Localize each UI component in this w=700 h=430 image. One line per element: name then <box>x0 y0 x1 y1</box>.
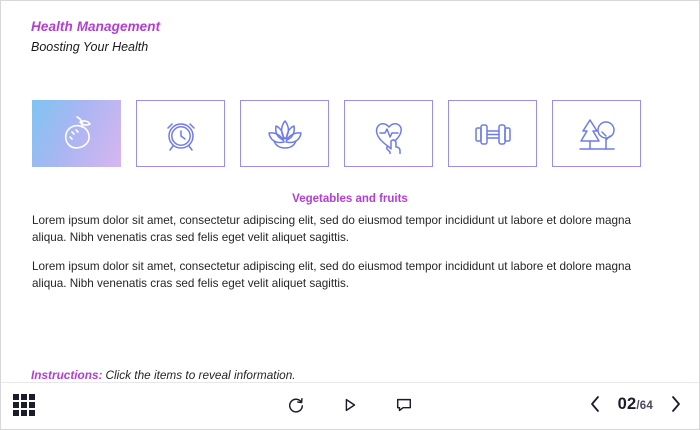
total-pages: 64 <box>639 399 653 412</box>
current-page: 02 <box>617 394 637 413</box>
icon-card-vegetables-fruits[interactable] <box>32 100 121 167</box>
section-title: Vegetables and fruits <box>292 193 408 205</box>
footer-toolbar <box>1 382 699 429</box>
icon-card-lotus-flower[interactable] <box>240 100 329 167</box>
playback-controls <box>285 394 415 416</box>
page-title: Health Management <box>31 19 161 34</box>
body-text <box>32 213 668 293</box>
page-indicator <box>618 395 653 414</box>
instructions <box>31 368 296 382</box>
icon-card-heart-pulse-touch[interactable] <box>344 100 433 167</box>
heart-pulse-touch-icon <box>368 114 410 154</box>
paragraph-2: Lorem ipsum dolor sit amet, consectetur adipiscing elit, sed do eiusmod tempor incididunt ut labore et dolore magna aliqua. Nibh venenatis cras sed felis eget velit aliquet sagittis. <box>32 259 631 290</box>
instructions-text: Click the items to reveal information. <box>105 368 296 382</box>
paragraph-1: Lorem ipsum dolor sit amet, consectetur adipiscing elit, sed do eiusmod tempor incididunt ut labore et dolore magna aliqua. Nibh venenatis cras sed felis eget velit aliquet sagittis. <box>32 214 631 244</box>
notes-icon[interactable] <box>393 394 415 416</box>
pagination <box>586 393 685 415</box>
vegetables-fruits-icon <box>56 114 98 154</box>
chevron-left-icon[interactable] <box>586 393 604 415</box>
alarm-clock-icon <box>160 114 202 154</box>
grid-menu-icon[interactable] <box>13 394 35 416</box>
trees-nature-icon <box>574 114 620 154</box>
header <box>31 19 160 54</box>
icon-card-alarm-clock[interactable] <box>136 100 225 167</box>
chevron-right-icon[interactable] <box>667 393 685 415</box>
icon-card-trees-nature[interactable] <box>552 100 641 167</box>
lotus-flower-icon <box>262 114 308 154</box>
page-separator: / <box>636 399 640 412</box>
replay-icon[interactable] <box>285 394 307 416</box>
icon-strip <box>32 100 641 167</box>
icon-card-dumbbell[interactable] <box>448 100 537 167</box>
instructions-label: Instructions: <box>31 368 103 382</box>
page-subtitle: Boosting Your Health <box>31 40 149 54</box>
play-icon[interactable] <box>339 394 361 416</box>
dumbbell-icon <box>470 114 516 154</box>
